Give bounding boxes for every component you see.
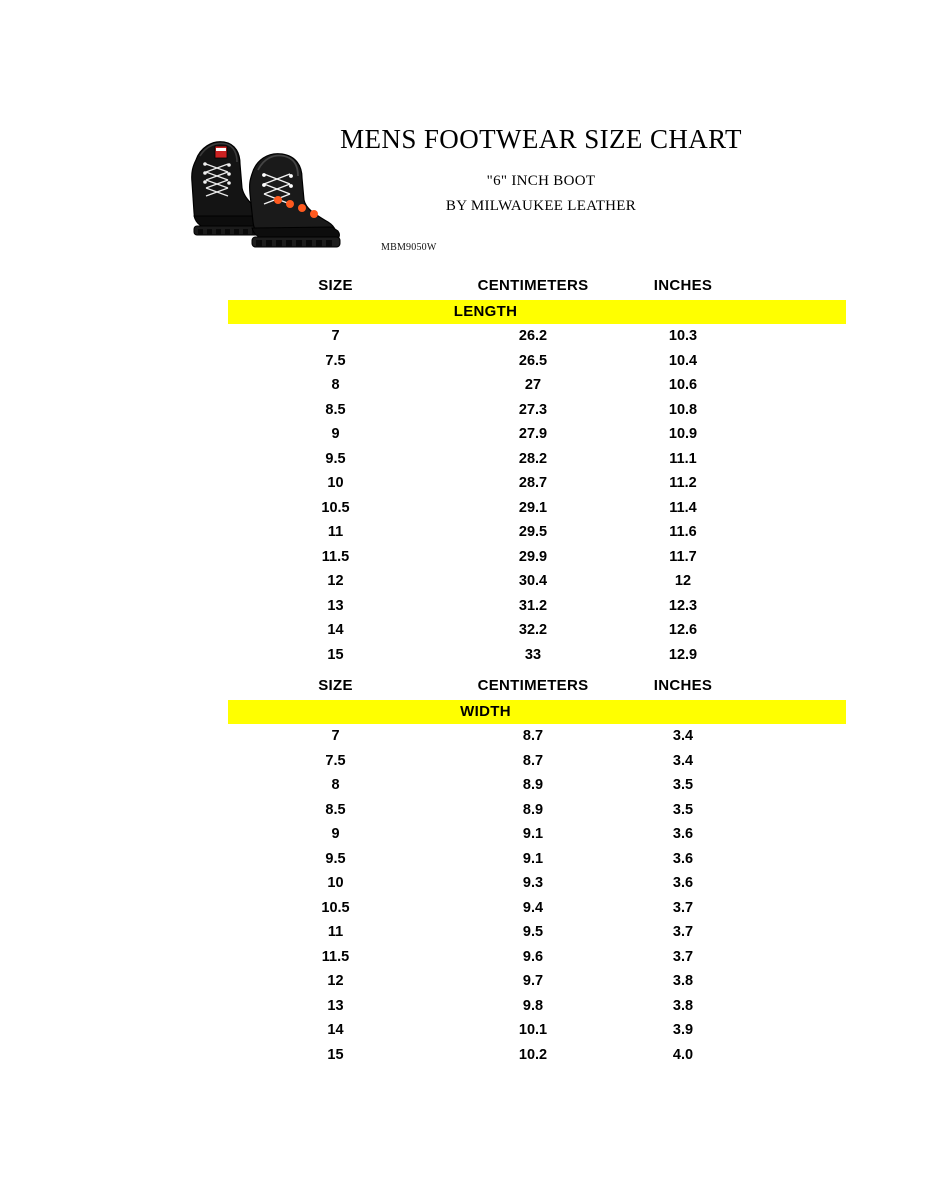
cell-inches: 10.4 — [668, 352, 698, 369]
cell-spacer — [743, 447, 846, 472]
length-size-table — [228, 272, 846, 667]
cell-inches: 4.0 — [672, 1046, 694, 1063]
table-row — [228, 545, 846, 570]
length-band-label: LENGTH — [453, 303, 518, 320]
table-row — [228, 373, 846, 398]
cell-inches: 3.6 — [672, 875, 694, 891]
cell-centimeters: 28.7 — [518, 475, 548, 491]
column-header-spacer — [743, 672, 846, 700]
cell-size: 7.5 — [325, 752, 346, 769]
cell-spacer — [743, 594, 846, 619]
column-header-size: SIZE — [318, 677, 353, 694]
table-row — [228, 471, 846, 496]
table-row — [228, 422, 846, 447]
cell-spacer — [743, 871, 846, 896]
length-table-block — [228, 272, 846, 667]
cell-centimeters: 26.5 — [518, 352, 548, 369]
cell-centimeters: 8.9 — [522, 777, 544, 793]
cell-spacer — [743, 520, 846, 545]
table-row — [228, 822, 846, 847]
cell-spacer — [743, 422, 846, 447]
table-row — [228, 847, 846, 872]
cell-centimeters: 8.7 — [522, 752, 544, 769]
cell-size: 8.5 — [325, 401, 346, 418]
cell-centimeters: 9.4 — [522, 899, 544, 916]
cell-size: 15 — [327, 646, 344, 663]
cell-inches: 3.7 — [672, 924, 694, 940]
cell-spacer — [743, 373, 846, 398]
column-header-inches: INCHES — [653, 677, 713, 694]
cell-size: 11.5 — [321, 548, 350, 565]
cell-centimeters: 29.5 — [518, 524, 548, 540]
cell-centimeters: 9.7 — [522, 973, 544, 989]
cell-centimeters: 9.1 — [522, 850, 544, 867]
cell-spacer — [743, 945, 846, 970]
cell-centimeters: 10.1 — [518, 1022, 548, 1038]
cell-inches: 11.7 — [669, 548, 697, 565]
cell-spacer — [743, 773, 846, 798]
cell-size: 11 — [327, 524, 344, 540]
page-title: MENS FOOTWEAR SIZE CHART — [340, 124, 742, 154]
cell-spacer — [743, 349, 846, 374]
cell-centimeters: 27 — [524, 377, 542, 393]
cell-centimeters: 32.2 — [518, 622, 548, 638]
cell-spacer — [743, 994, 846, 1019]
subtitle-boot-type: "6" INCH BOOT — [486, 173, 596, 189]
cell-centimeters: 8.7 — [522, 728, 544, 744]
width-band-label: WIDTH — [460, 703, 511, 720]
cell-inches: 12.6 — [668, 622, 698, 638]
cell-spacer — [743, 1018, 846, 1043]
cell-size: 14 — [327, 622, 344, 638]
table-row — [228, 994, 846, 1019]
cell-inches: 12 — [674, 573, 692, 589]
cell-size: 12 — [327, 973, 344, 989]
cell-centimeters: 9.8 — [522, 997, 544, 1014]
column-header-centimeters: CENTIMETERS — [477, 677, 589, 694]
cell-inches: 3.4 — [672, 728, 694, 744]
table-row — [228, 1018, 846, 1043]
cell-centimeters: 28.2 — [518, 450, 548, 467]
cell-centimeters: 31.2 — [518, 597, 548, 614]
length-band-row — [228, 300, 846, 324]
table-row — [228, 969, 846, 994]
cell-size: 14 — [327, 1022, 344, 1038]
cell-spacer — [743, 724, 846, 749]
cell-inches: 3.6 — [672, 850, 694, 867]
cell-centimeters: 29.9 — [518, 548, 548, 565]
cell-size: 9 — [331, 826, 340, 842]
table-row — [228, 349, 846, 374]
cell-size: 9.5 — [325, 450, 346, 467]
cell-inches: 11.4 — [669, 499, 697, 516]
cell-spacer — [743, 324, 846, 349]
cell-size: 13 — [327, 597, 344, 614]
cell-spacer — [743, 398, 846, 423]
cell-spacer — [743, 545, 846, 570]
cell-spacer — [743, 749, 846, 774]
column-header-inches: INCHES — [653, 277, 713, 294]
table-row — [228, 447, 846, 472]
cell-centimeters: 33 — [524, 646, 542, 663]
cell-inches: 3.7 — [672, 948, 694, 965]
cell-centimeters: 10.2 — [518, 1046, 548, 1063]
table-header-row — [228, 272, 846, 300]
cell-centimeters: 26.2 — [518, 328, 548, 344]
table-row — [228, 871, 846, 896]
cell-size: 9.5 — [325, 850, 346, 867]
cell-size: 15 — [327, 1046, 344, 1063]
cell-spacer — [743, 798, 846, 823]
column-header-centimeters: CENTIMETERS — [477, 277, 589, 294]
cell-spacer — [743, 896, 846, 921]
cell-size: 10 — [327, 875, 344, 891]
cell-inches: 3.8 — [672, 973, 694, 989]
table-row — [228, 773, 846, 798]
column-header-size: SIZE — [318, 277, 353, 294]
cell-inches: 3.5 — [672, 801, 694, 818]
cell-centimeters: 30.4 — [518, 573, 548, 589]
cell-size: 7 — [331, 728, 340, 744]
cell-spacer — [743, 847, 846, 872]
cell-size: 8 — [331, 377, 340, 393]
cell-inches: 10.9 — [668, 426, 698, 442]
cell-spacer — [743, 1043, 846, 1068]
cell-size: 7.5 — [325, 352, 346, 369]
table-row — [228, 945, 846, 970]
cell-inches: 11.1 — [669, 450, 697, 467]
cell-spacer — [743, 643, 846, 668]
cell-spacer — [743, 969, 846, 994]
cell-centimeters: 9.5 — [522, 924, 544, 940]
cell-size: 12 — [327, 573, 344, 589]
cell-inches: 10.6 — [668, 377, 698, 393]
cell-spacer — [743, 569, 846, 594]
cell-inches: 3.8 — [672, 997, 694, 1014]
table-row — [228, 618, 846, 643]
column-header-spacer — [743, 272, 846, 300]
cell-centimeters: 27.9 — [518, 426, 548, 442]
table-header-row — [228, 672, 846, 700]
cell-inches: 12.9 — [668, 646, 698, 663]
cell-size: 10 — [327, 475, 344, 491]
cell-spacer — [743, 471, 846, 496]
cell-size: 8.5 — [325, 801, 346, 818]
cell-size: 13 — [327, 997, 344, 1014]
cell-centimeters: 29.1 — [518, 499, 548, 516]
table-row — [228, 896, 846, 921]
cell-centimeters: 27.3 — [518, 401, 548, 418]
cell-spacer — [743, 920, 846, 945]
table-row — [228, 920, 846, 945]
table-row — [228, 594, 846, 619]
cell-size: 11 — [327, 924, 344, 940]
table-row — [228, 749, 846, 774]
cell-inches: 3.6 — [672, 826, 694, 842]
table-row — [228, 643, 846, 668]
cell-size: 10.5 — [321, 499, 350, 516]
table-row — [228, 398, 846, 423]
cell-inches: 10.8 — [668, 401, 698, 418]
cell-inches: 3.5 — [672, 777, 694, 793]
cell-centimeters: 9.1 — [522, 826, 544, 842]
cell-size: 8 — [331, 777, 340, 793]
table-row — [228, 520, 846, 545]
width-size-table — [228, 672, 846, 1067]
cell-spacer — [743, 618, 846, 643]
width-table-block — [228, 672, 846, 1067]
cell-inches: 3.9 — [672, 1022, 694, 1038]
table-row — [228, 798, 846, 823]
length-band-cell — [228, 300, 846, 324]
cell-inches: 3.7 — [672, 899, 694, 916]
width-band-row — [228, 700, 846, 724]
cell-size: 11.5 — [321, 948, 350, 965]
width-band-cell — [228, 700, 846, 724]
table-row — [228, 569, 846, 594]
cell-centimeters: 9.6 — [522, 948, 544, 965]
cell-size: 10.5 — [321, 899, 350, 916]
table-row — [228, 1043, 846, 1068]
sku-code: MBM9050W — [381, 242, 437, 253]
cell-spacer — [743, 822, 846, 847]
cell-spacer — [743, 496, 846, 521]
subtitle-brand: BY MILWAUKEE LEATHER — [445, 198, 637, 214]
cell-inches: 12.3 — [668, 597, 698, 614]
document-header — [0, 110, 927, 270]
table-row — [228, 324, 846, 349]
table-row — [228, 724, 846, 749]
cell-inches: 11.6 — [669, 524, 697, 540]
cell-size: 9 — [331, 426, 340, 442]
table-row — [228, 496, 846, 521]
cell-size: 7 — [331, 328, 340, 344]
cell-centimeters: 8.9 — [522, 801, 544, 818]
cell-centimeters: 9.3 — [522, 875, 544, 891]
cell-inches: 11.2 — [669, 475, 697, 491]
cell-inches: 3.4 — [672, 752, 694, 769]
cell-inches: 10.3 — [668, 328, 698, 344]
